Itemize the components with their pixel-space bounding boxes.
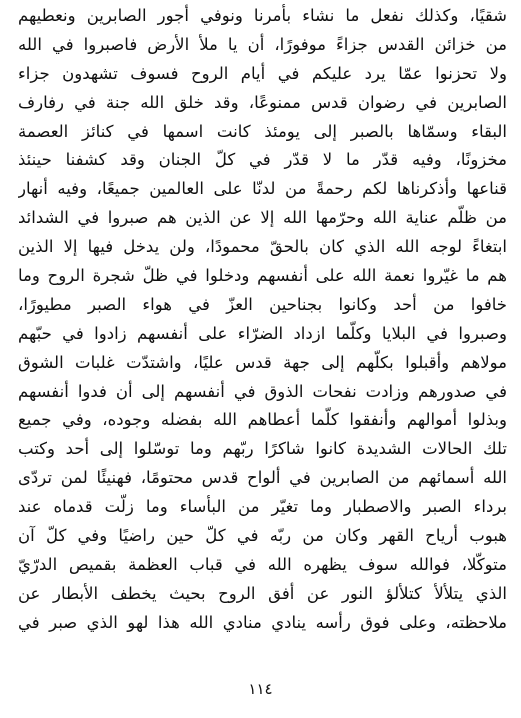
text-line-10: هم ما غيّروا نعمة الله على أنفسهم ودخلوا في ظلّ شجرة الروح وما	[18, 266, 507, 286]
text-line-13: مولاهم وأقبلوا بكلّهم إلى جهة قدس عليًا، واشتدّت غلبات الشوق	[18, 352, 507, 372]
text-line-15: وبذلوا أموالهم وأنفقوا كلّما أعطاهم الله بفضله وجوده، وفي جميع	[18, 410, 507, 430]
text-line-12: وصبروا في البلايا وكلّما ازداد الضرّاء على أنفسهم زادوا في حبّهم	[18, 323, 507, 343]
text-line-19: هبوب أرياح القهر وكان من ربّه في كلّ حين راضيًا وفي كلّ آن	[18, 526, 507, 546]
text-line-3: ولا تحزنوا عمّا يرد عليكم في أيام الروح فسوف تشهدون جزاء	[18, 63, 507, 83]
text-line-20: متوكّلا، فوالله سوف يظهره الله في قباب العظمة بقميص الدرّيّ	[18, 554, 507, 574]
text-line-1: شقيًا، وكذلك نفعل ما نشاء بأمرنا ونوفي أجور الصابرين ونعطيهم	[18, 6, 507, 25]
body-text	[18, 2, 507, 638]
text-line-9: ابتغاءً لوجه الله الذي كان بالحقّ محمودًا، ولن يدخل فيها إلا الذين	[18, 237, 507, 257]
text-line-8: من ظلّم عناية الله وحرّمها الله إلا عن الذين هم صبروا في الشدائد	[18, 208, 507, 228]
page-number: ١١٤	[248, 680, 273, 698]
text-line-16: تلك الحالات الشديدة كانوا شاكرًا ربّهم وما توسّلوا إلى أحد وكتب	[18, 439, 507, 459]
text-line-11: خافوا من أحد وكانوا بجناحين العزّ في هواء الصبر مطيورًا،	[18, 294, 507, 314]
text-line-22: ملاحظته، وعلى فوق رأسه ينادي منادي الله هذا لهو الذي صبر في	[18, 612, 507, 632]
text-line-6: مخزونًا، وفيه قدّر ما لا قدّر في كلّ الجنان وقد كشفنا حينئذ	[18, 150, 507, 170]
text-line-18: برداء الصبر والاصطبار وما تغيّر من البأساء وما زلّت قدماه عند	[18, 497, 507, 517]
text-line-21: الذي يتلألأ كتلألؤ النور عن أفق الروح بحيث يخطف الأبطار عن	[18, 583, 507, 603]
text-line-2: من خزائن القدس جزاءً موفورًا، أن يا ملأ الأرض فاصبروا في الله	[18, 34, 507, 54]
text-line-5: البقاء وسمّاها بالصبر إلى يومئذ كانت اسمها في كنائز العصمة	[18, 121, 507, 141]
text-line-14: في صدورهم وزادت نفحات الذوق في أنفسهم إلى أن فدوا أنفسهم	[18, 381, 507, 401]
text-line-4: الصابرين في رضوان قدس ممنوعًا، وقد خلق الله جنة في رفارف	[18, 92, 507, 112]
text-line-17: الله أسمائهم من الصابرين في ألواح قدس محتومًا، فهنيئًا لمن تردّى	[18, 468, 507, 488]
text-line-7: قناعها وأذكرناها لكم رحمةً من لدنّا على العالمين جميعًا، وفيه أنهار	[18, 179, 507, 199]
